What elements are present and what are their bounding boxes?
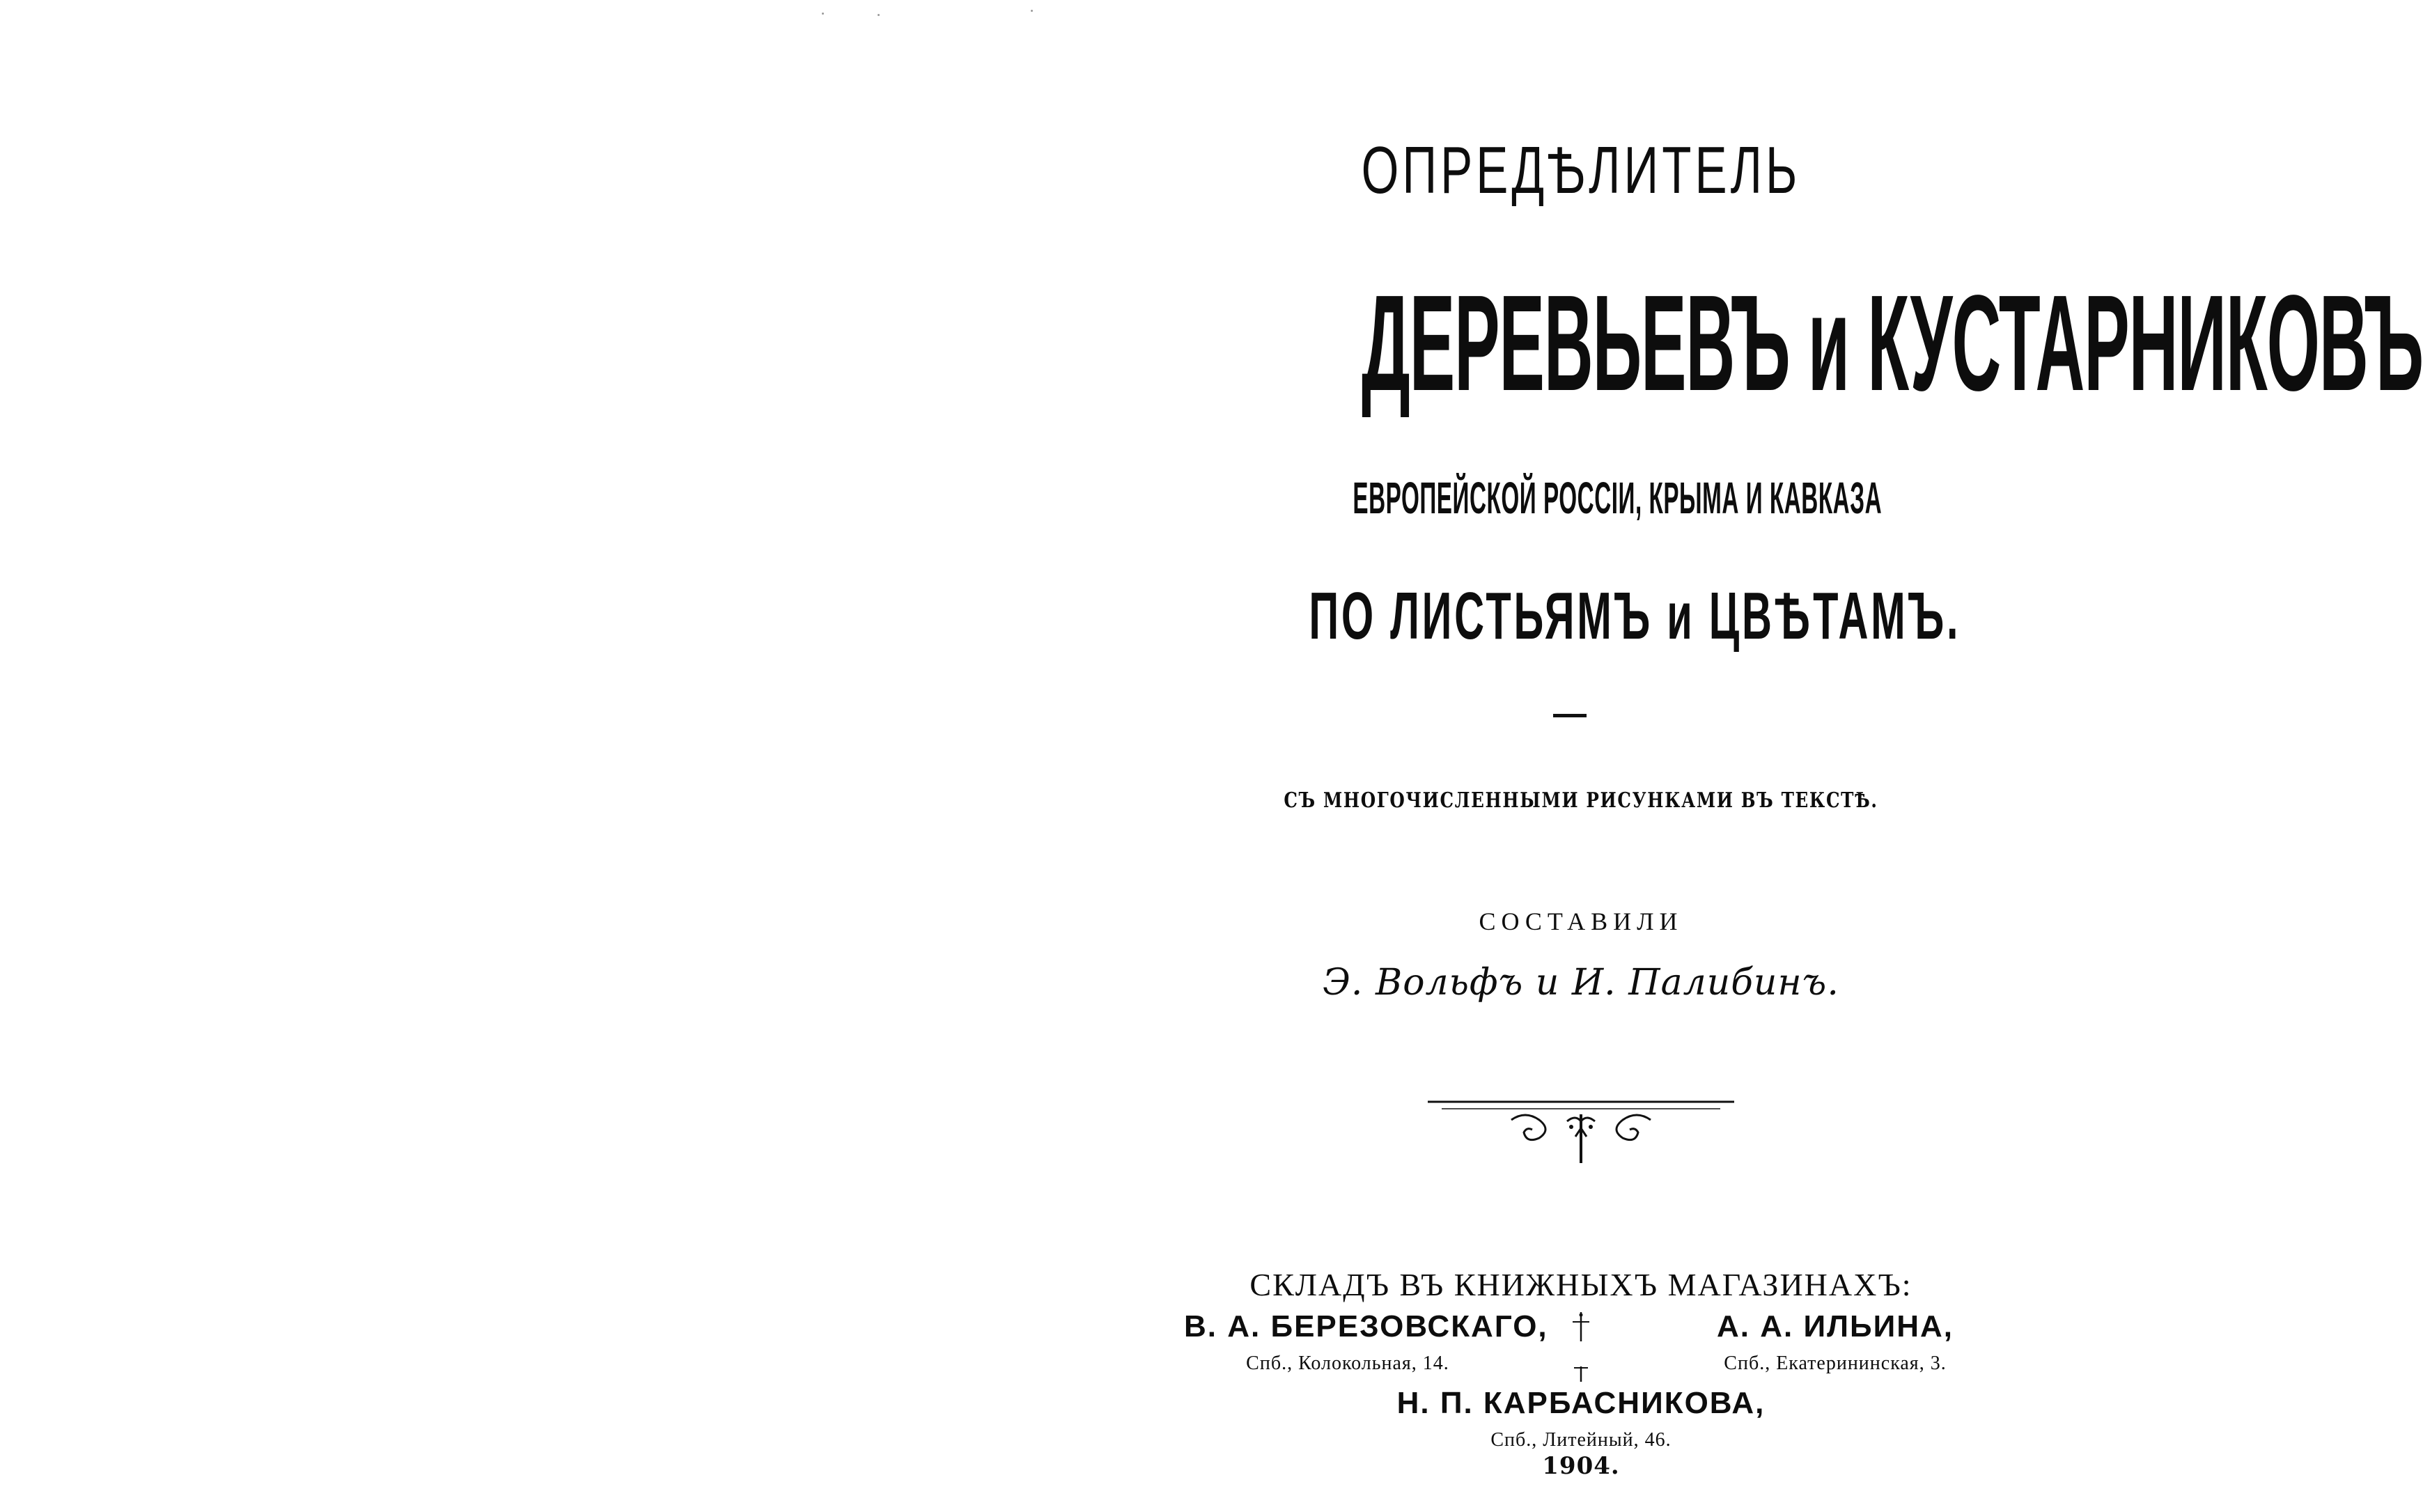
- shop-entry: [1184, 1309, 1548, 1375]
- compiled-by-label: СОСТАВИЛИ: [1479, 907, 1683, 935]
- title-determinant: ОПРЕДѢЛИТЕЛЬ: [1361, 133, 1801, 208]
- scan-specks: [822, 8, 1073, 18]
- shop-name: В. А. БЕРЕЗОВСКАГО,: [1184, 1309, 1548, 1343]
- warehouse-heading: СКЛАДЪ ВЪ КНИЖНЫХЪ МАГАЗИНАХЪ:: [1249, 1267, 1912, 1302]
- ornament-divider-icon: [1428, 1093, 1734, 1177]
- shop-entry: [1672, 1309, 1999, 1375]
- region-subtitle: ЕВРОПЕЙСКОЙ РОССІИ, КРЫМА И КАВКАЗА: [1353, 473, 1883, 523]
- cross-ornament-icon: [1560, 1309, 1602, 1386]
- publication-year: 1904.: [1542, 1452, 1620, 1480]
- shop-name: А. А. ИЛЬИНА,: [1717, 1309, 1954, 1343]
- speck: [878, 14, 880, 16]
- shop-entry: [1365, 1386, 1797, 1451]
- speck: [822, 13, 824, 15]
- title-page: [1142, 0, 2423, 1512]
- main-title: ДЕРЕВЬЕВЪ и КУСТАРНИКОВЪ: [1362, 267, 2423, 419]
- authors: Э. Вольфъ и И. Палибинъ.: [1323, 962, 1839, 1004]
- speck: [1031, 10, 1033, 12]
- by-leaves-title: ПО ЛИСТЬЯМЪ и ЦВѢТАМЪ.: [1309, 579, 1961, 653]
- shop-address: Спб., Литейный, 46.: [1490, 1429, 1672, 1451]
- shop-address: Спб., Колокольная, 14.: [1246, 1353, 1449, 1374]
- short-rule: [1553, 714, 1587, 717]
- shop-address: Спб., Екатерининская, 3.: [1724, 1353, 1947, 1374]
- shop-name: Н. П. КАРБАСНИКОВА,: [1396, 1386, 1766, 1420]
- figures-note: СЪ МНОГОЧИСЛЕННЫМИ РИСУНКАМИ ВЪ ТЕКСТѢ.: [1284, 788, 1878, 813]
- blank-left-page: [0, 0, 1114, 1512]
